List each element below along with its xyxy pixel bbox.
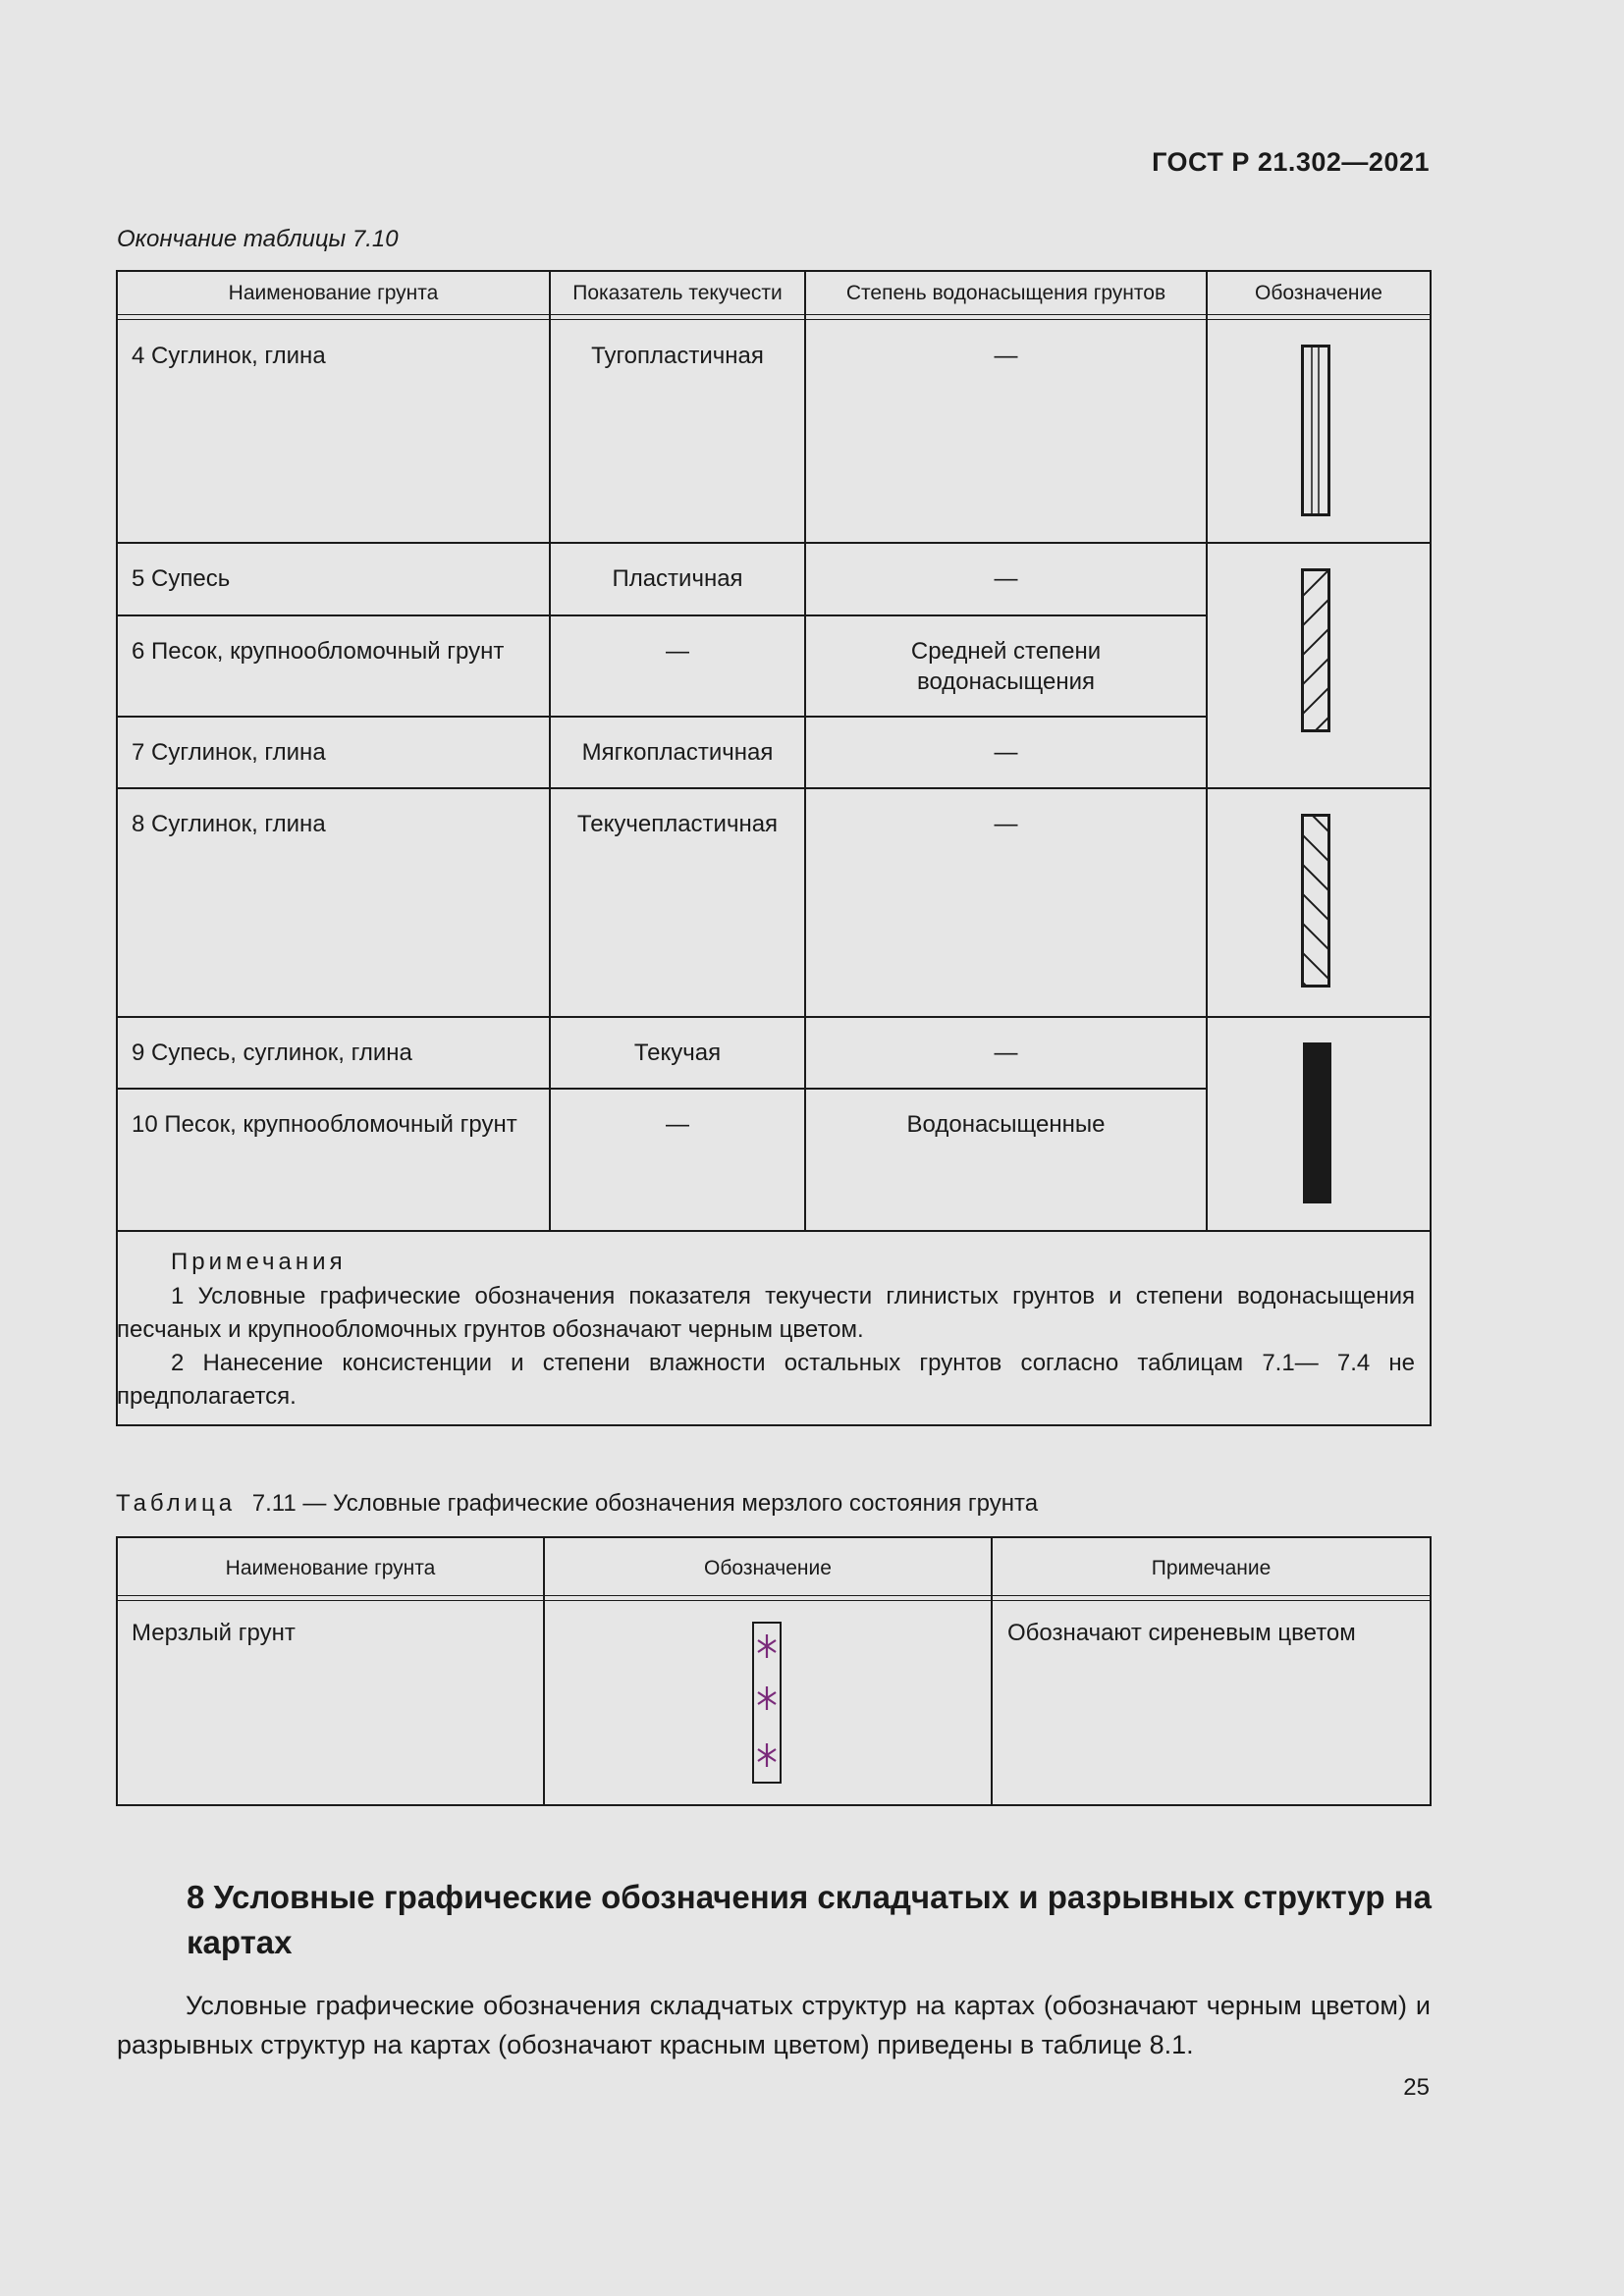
row-7-fluidity: Мягкопластичная (581, 739, 774, 766)
row-9-name: 9 Супесь, суглинок, глина (132, 1040, 412, 1066)
row-4-name: 4 Суглинок, глина (132, 343, 326, 369)
row-9-saturation: — (994, 1040, 1018, 1066)
table-7-11-title: 7.11 — Условные графические обозначения мерзлого состояния грунта (251, 1490, 1039, 1517)
frozen-soil-asterisk-icon (752, 1622, 785, 1787)
col-header-saturation: Степень водонасыщения грунтов (845, 282, 1166, 304)
col-header-symbol: Обозначение (1255, 282, 1382, 304)
row-10-name: 10 Песок, крупнообломочный грунт (132, 1111, 517, 1138)
section-8-text: Условные графические обозначения складчатых структур на картах (обозначают черным цветом) и разрывных структур на картах (обозначают красным цветом) приведены в таблице 8.1. (117, 1991, 1431, 2059)
row-6-fluidity: — (666, 638, 689, 665)
fluid-plastic-hatch-pattern-icon (1301, 814, 1334, 990)
table-7-11-caption (116, 1490, 1038, 1518)
section-8-heading: 8 Условные графические обозначения складчатых и разрывных структур на картах (187, 1879, 1432, 1960)
row-9-fluidity: Текучая (633, 1040, 722, 1066)
section-8-paragraph (117, 1986, 1431, 2064)
row-10-saturation: Водонасыщенные (906, 1111, 1106, 1138)
page-number: 25 (1403, 2074, 1430, 2101)
plastic-hatch-pattern-icon (1301, 568, 1334, 733)
row-5-name: 5 Супесь (132, 565, 231, 592)
col-header-symbol: Обозначение (704, 1557, 832, 1579)
row-8-name: 8 Суглинок, глина (132, 811, 326, 837)
row-7-saturation: — (994, 739, 1018, 766)
table-7-10-notes (117, 1280, 1415, 1414)
row-7-name: 7 Суглинок, глина (132, 739, 326, 766)
col-header-name: Наименование грунта (228, 282, 439, 304)
row-4-fluidity: Тугопластичная (591, 343, 764, 369)
frozen-soil-name: Мерзлый грунт (132, 1620, 296, 1646)
row-5-fluidity: Пластичная (612, 565, 743, 592)
col-header-fluidity: Показатель текучести (572, 282, 783, 304)
frozen-soil-note: Обозначают сиреневым цветом (1007, 1620, 1356, 1646)
row-6-saturation: Средней степени водонасыщения (910, 638, 1102, 695)
row-8-fluidity: Текучепластичная (576, 811, 779, 837)
notes-title: Примечания (171, 1249, 347, 1275)
col-header-note: Примечание (1151, 1557, 1272, 1579)
table-7-10-caption: Окончание таблицы 7.10 (117, 226, 399, 252)
fluid-solid-pattern-icon (1303, 1042, 1334, 1205)
row-8-saturation: — (994, 811, 1018, 837)
row-10-fluidity: — (666, 1111, 689, 1138)
row-5-saturation: — (994, 565, 1018, 592)
table-word: Таблица (116, 1490, 237, 1517)
row-6-name: 6 Песок, крупнообломочный грунт (132, 638, 505, 665)
col-header-name: Наименование грунта (225, 1557, 436, 1579)
note-2: 2 Нанесение консистенции и степени влажности остальных грунтов согласно таблицам 7.1— 7.4 не предполагается. (117, 1350, 1415, 1410)
stiff-plastic-pattern-icon (1301, 345, 1334, 517)
note-1: 1 Условные графические обозначения показателя текучести глинистых грунтов и степени водонасыщения песчаных и крупнообломочных грунтов обозначают черным цветом. (117, 1283, 1415, 1343)
document-code: ГОСТ Р 21.302—2021 (1152, 147, 1430, 177)
row-4-saturation: — (994, 343, 1018, 369)
